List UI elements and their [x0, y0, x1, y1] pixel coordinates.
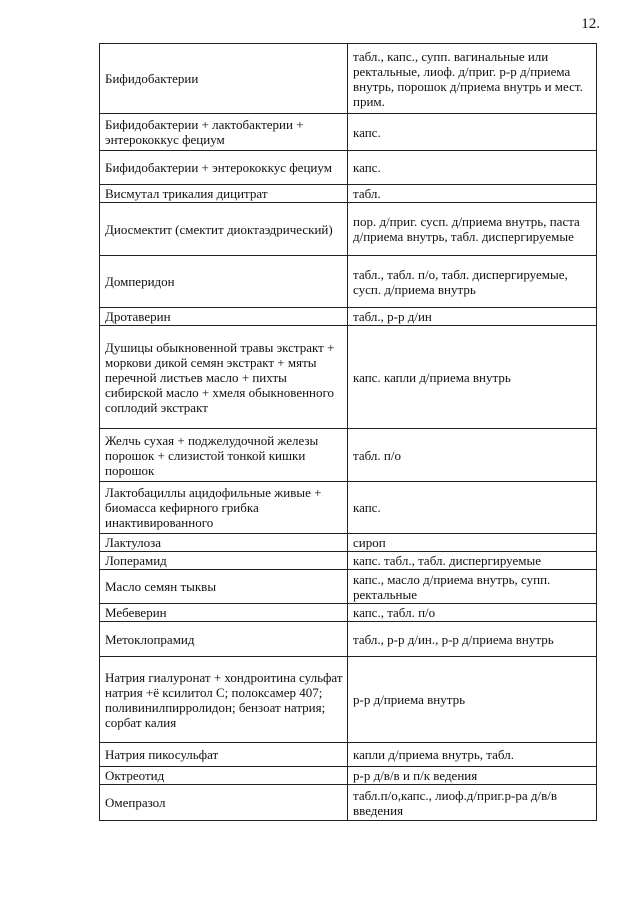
table-row	[100, 657, 597, 743]
drug-name-cell: Висмутал трикалия дицитрат	[100, 185, 348, 203]
drug-name-cell: Масло семян тыквы	[100, 570, 348, 604]
drug-table	[99, 43, 597, 821]
table-row	[100, 151, 597, 185]
table-row	[100, 785, 597, 821]
drug-name-cell: Дротаверин	[100, 308, 348, 326]
table-row	[100, 482, 597, 534]
dosage-form-cell: табл., табл. п/о, табл. диспергируемые, сусп. д/приема внутрь	[348, 256, 597, 308]
dosage-form-cell: капс.	[348, 482, 597, 534]
dosage-form-cell: р-р д/в/в и п/к ведения	[348, 767, 597, 785]
drug-name-cell: Бифидобактерии	[100, 44, 348, 114]
drug-name-cell: Душицы обыкновенной травы экстракт + моркови дикой семян экстракт + мяты перечной листьев масло + пихты сибирской масло + хмеля обыкновенного соплодий экстракт	[100, 326, 348, 429]
table-row	[100, 534, 597, 552]
table-row	[100, 44, 597, 114]
drug-name-cell: Лактулоза	[100, 534, 348, 552]
dosage-form-cell: р-р д/приема внутрь	[348, 657, 597, 743]
dosage-form-cell: капс.	[348, 151, 597, 185]
table-row	[100, 743, 597, 767]
drug-name-cell: Бифидобактерии + лактобактерии + энтерококкус фециум	[100, 114, 348, 151]
page-number: 12.	[581, 16, 600, 32]
dosage-form-cell: капс., табл. п/о	[348, 604, 597, 622]
table-row	[100, 604, 597, 622]
drug-name-cell: Омепразол	[100, 785, 348, 821]
drug-name-cell: Октреотид	[100, 767, 348, 785]
table-row	[100, 308, 597, 326]
table-row	[100, 256, 597, 308]
table-row	[100, 570, 597, 604]
drug-name-cell: Лоперамид	[100, 552, 348, 570]
drug-name-cell: Мебеверин	[100, 604, 348, 622]
drug-name-cell: Желчь сухая + поджелудочной железы порошок + слизистой тонкой кишки порошок	[100, 429, 348, 482]
dosage-form-cell: капс.	[348, 114, 597, 151]
drug-name-cell: Метоклопрамид	[100, 622, 348, 657]
table-row	[100, 552, 597, 570]
dosage-form-cell: табл., р-р д/ин., р-р д/приема внутрь	[348, 622, 597, 657]
table-row	[100, 114, 597, 151]
table-row	[100, 326, 597, 429]
drug-name-cell: Лактобациллы ацидофильные живые + биомасса кефирного грибка инактивированного	[100, 482, 348, 534]
drug-name-cell: Натрия гиалуронат + хондроитина сульфат натрия +ё ксилитол С; полоксамер 407; поливинилпирролидон; бензоат натрия; сорбат калия	[100, 657, 348, 743]
dosage-form-cell: капс. капли д/приема внутрь	[348, 326, 597, 429]
drug-name-cell: Домперидон	[100, 256, 348, 308]
dosage-form-cell: табл., капс., супп. вагинальные или ректальные, лиоф. д/приг. р-р д/приема внутрь, порошок д/приема внутрь и мест. прим.	[348, 44, 597, 114]
dosage-form-cell: капс., масло д/приема внутрь, супп. ректальные	[348, 570, 597, 604]
dosage-form-cell: капли д/приема внутрь, табл.	[348, 743, 597, 767]
dosage-form-cell: табл., р-р д/ин	[348, 308, 597, 326]
drug-name-cell: Диосмектит (смектит диоктаэдрический)	[100, 203, 348, 256]
dosage-form-cell: капс. табл., табл. диспергируемые	[348, 552, 597, 570]
dosage-form-cell: пор. д/приг. сусп. д/приема внутрь, паста д/приема внутрь, табл. диспергируемые	[348, 203, 597, 256]
drug-name-cell: Бифидобактерии + энтерококкус фециум	[100, 151, 348, 185]
dosage-form-cell: табл.	[348, 185, 597, 203]
drug-name-cell: Натрия пикосульфат	[100, 743, 348, 767]
dosage-form-cell: сироп	[348, 534, 597, 552]
table-row	[100, 185, 597, 203]
dosage-form-cell: табл.п/о,капс., лиоф.д/приг.р-ра д/в/в введения	[348, 785, 597, 821]
dosage-form-cell: табл. п/о	[348, 429, 597, 482]
table-row	[100, 429, 597, 482]
table-row	[100, 622, 597, 657]
table-row	[100, 767, 597, 785]
table-row	[100, 203, 597, 256]
